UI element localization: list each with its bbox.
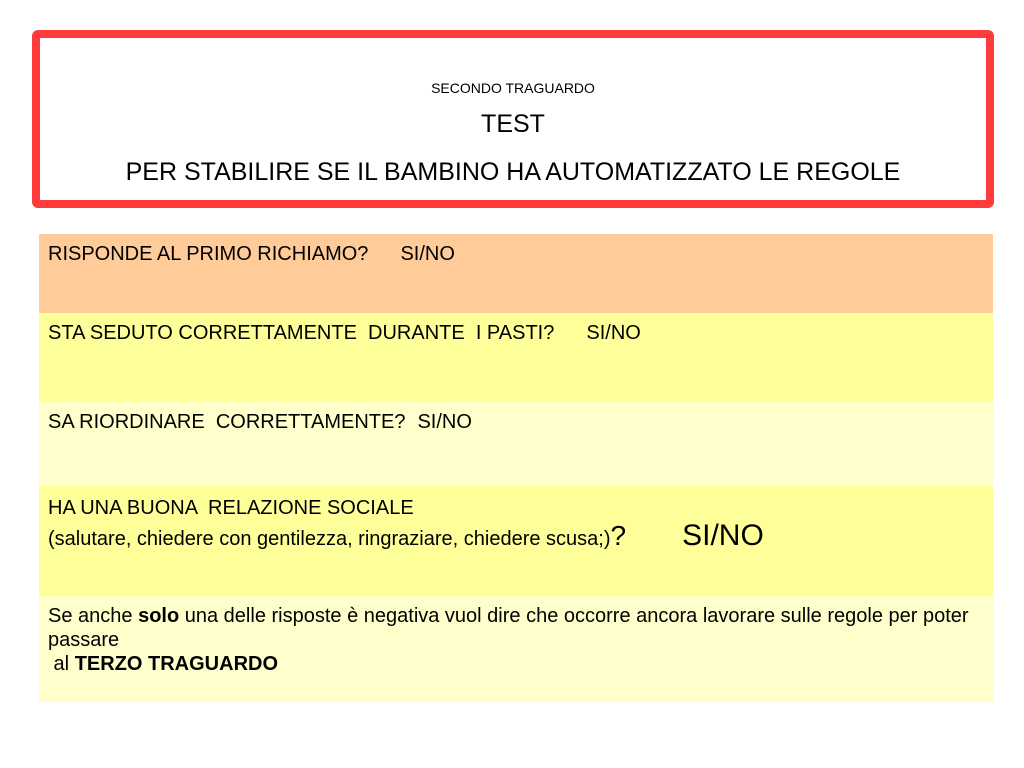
note-bold-solo: solo bbox=[138, 605, 180, 627]
note-text-2: una delle risposte è negativa vuol dire che occorre ancora lavorare sulle regole per poter passare bbox=[48, 605, 969, 651]
question-detail-line bbox=[48, 519, 984, 552]
questions-table bbox=[39, 234, 993, 702]
question-detail: (salutare, chiedere con gentilezza, ringraziare, chiedere scusa;) bbox=[48, 528, 611, 550]
answer-text: SI/NO bbox=[682, 519, 764, 552]
title-frame bbox=[32, 30, 994, 208]
question-row-2 bbox=[39, 313, 993, 402]
question-row-4 bbox=[39, 486, 993, 596]
question-row-3 bbox=[39, 402, 993, 486]
answer-text: SI/NO bbox=[400, 243, 455, 265]
question-text: RISPONDE AL PRIMO RICHIAMO? bbox=[48, 243, 369, 265]
answer-text: SI/NO bbox=[417, 411, 472, 433]
page-heading: PER STABILIRE SE IL BAMBINO HA AUTOMATIZZATO LE REGOLE bbox=[125, 158, 901, 186]
question-text: SA RIORDINARE CORRETTAMENTE? bbox=[48, 411, 406, 433]
answer-text: SI/NO bbox=[586, 322, 641, 344]
note-bold-next-goal: TERZO TRAGUARDO bbox=[74, 653, 279, 675]
note-text-1: Se anche bbox=[48, 605, 139, 627]
question-row-1 bbox=[39, 234, 993, 313]
question-text: HA UNA BUONA RELAZIONE SOCIALE bbox=[48, 497, 414, 519]
subtitle: SECONDO TRAGUARDO bbox=[431, 80, 595, 96]
note-text-3: al bbox=[48, 653, 75, 675]
note-row bbox=[39, 596, 993, 702]
page-title: TEST bbox=[481, 110, 545, 138]
question-mark: ? bbox=[610, 520, 627, 551]
question-text: STA SEDUTO CORRETTAMENTE DURANTE I PASTI? bbox=[48, 322, 555, 344]
